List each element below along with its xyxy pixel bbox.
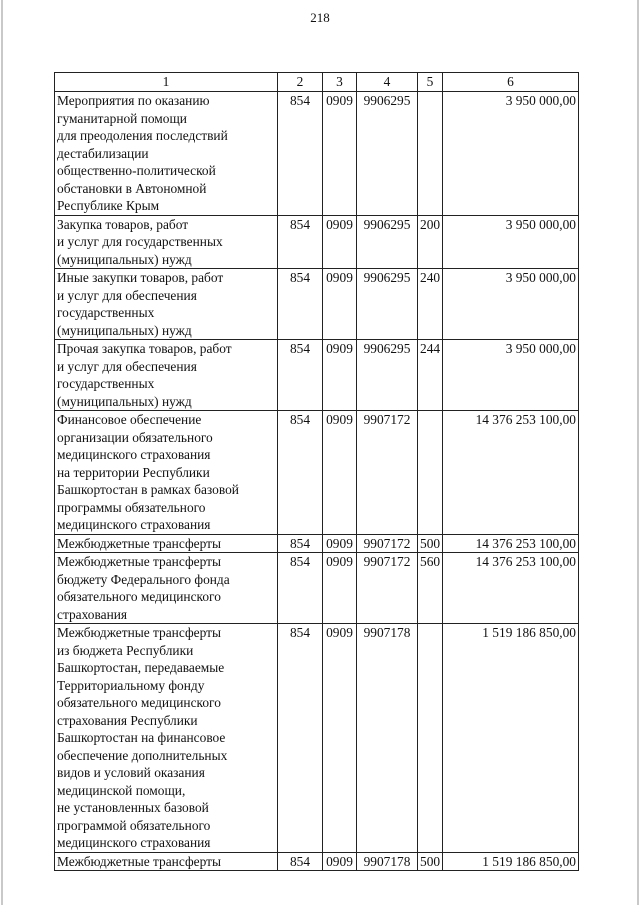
item-name-line: Финансовое обеспечение	[57, 412, 202, 427]
item-name-line: общественно-политической	[57, 163, 216, 178]
ministry-code-cell: 854	[278, 215, 323, 269]
section-code-cell: 0909	[323, 624, 357, 853]
table-row	[55, 624, 579, 853]
amount-cell: 1 519 186 850,00	[443, 624, 579, 853]
item-name-line: Территориальному фонду	[57, 677, 205, 693]
expense-type-cell	[418, 92, 443, 216]
header-col-4: 4	[357, 73, 418, 92]
item-name-line: Башкортостан на финансовое	[57, 730, 226, 745]
header-col-6: 6	[443, 73, 579, 92]
item-name-line: обязательного медицинского	[57, 695, 221, 710]
item-name-line: (муниципальных) нужд	[57, 393, 192, 409]
target-code-cell: 9906295	[357, 269, 418, 340]
header-col-3: 3	[323, 73, 357, 92]
page-number: 218	[310, 10, 330, 25]
ministry-code-cell: 854	[278, 92, 323, 216]
item-name-line: и услуг для государственных	[57, 234, 223, 249]
item-name-line: государственных	[57, 376, 155, 391]
table-row	[55, 92, 579, 216]
expense-type-cell: 244	[418, 340, 443, 411]
item-name-cell	[55, 269, 278, 340]
target-code-cell: 9906295	[357, 340, 418, 411]
table-body	[55, 92, 579, 871]
item-name-line: Иные закупки товаров, работ	[57, 270, 224, 285]
item-name-cell	[55, 411, 278, 535]
expense-type-cell: 560	[418, 553, 443, 624]
section-code-cell: 0909	[323, 553, 357, 624]
item-name-line: гуманитарной помощи	[57, 110, 187, 126]
expense-type-cell: 500	[418, 852, 443, 871]
item-name-line: медицинского страхования	[57, 447, 211, 462]
header-row	[55, 73, 579, 92]
item-name-line: для преодоления последствий	[57, 128, 228, 143]
table-row	[55, 534, 579, 553]
item-name-line: Закупка товаров, работ	[57, 216, 189, 232]
item-name-line: не установленных базовой	[57, 800, 209, 815]
amount-cell: 14 376 253 100,00	[443, 534, 579, 553]
item-name-line: медицинской помощи,	[57, 782, 186, 798]
item-name-line: организации обязательного	[57, 429, 213, 445]
item-name-line: бюджету Федерального фонда	[57, 571, 230, 587]
item-name-cell	[55, 624, 278, 853]
section-code-cell: 0909	[323, 534, 357, 553]
item-name-cell	[55, 534, 278, 553]
header-col-5: 5	[418, 73, 443, 92]
page-left-edge	[1, 0, 3, 905]
item-name-line: Межбюджетные трансферты	[57, 625, 221, 640]
item-name-line: дестабилизации	[57, 145, 149, 161]
target-code-cell: 9907178	[357, 624, 418, 853]
ministry-code-cell: 854	[278, 411, 323, 535]
ministry-code-cell: 854	[278, 534, 323, 553]
item-name-cell	[55, 92, 278, 216]
target-code-cell: 9906295	[357, 215, 418, 269]
amount-cell: 14 376 253 100,00	[443, 553, 579, 624]
table-row	[55, 852, 579, 871]
section-code-cell: 0909	[323, 92, 357, 216]
item-name-line: и услуг для обеспечения	[57, 358, 197, 374]
item-name-line: государственных	[57, 305, 155, 320]
item-name-line: обеспечение дополнительных	[57, 747, 228, 763]
item-name-cell	[55, 215, 278, 269]
item-name-line: Межбюджетные трансферты	[57, 535, 221, 551]
item-name-line: обстановки в Автономной	[57, 180, 207, 196]
item-name-line: Межбюджетные трансферты	[57, 554, 221, 569]
ministry-code-cell: 854	[278, 624, 323, 853]
target-code-cell: 9907172	[357, 534, 418, 553]
table-header	[55, 73, 579, 92]
item-name-line: видов и условий оказания	[57, 765, 205, 780]
item-name-line: на территории Республики	[57, 464, 210, 480]
expense-type-cell: 200	[418, 215, 443, 269]
target-code-cell: 9907172	[357, 411, 418, 535]
item-name-line: и услуг для обеспечения	[57, 287, 197, 303]
ministry-code-cell: 854	[278, 553, 323, 624]
table-row	[55, 340, 579, 411]
table-row	[55, 269, 579, 340]
target-code-cell: 9907178	[357, 852, 418, 871]
item-name-line: Республике Крым	[57, 198, 160, 213]
amount-cell: 1 519 186 850,00	[443, 852, 579, 871]
table-row	[55, 215, 579, 269]
expense-type-cell	[418, 411, 443, 535]
expense-type-cell: 500	[418, 534, 443, 553]
amount-cell: 3 950 000,00	[443, 269, 579, 340]
item-name-line: (муниципальных) нужд	[57, 322, 192, 338]
amount-cell: 3 950 000,00	[443, 340, 579, 411]
ministry-code-cell: 854	[278, 852, 323, 871]
expense-type-cell	[418, 624, 443, 853]
amount-cell: 3 950 000,00	[443, 92, 579, 216]
section-code-cell: 0909	[323, 340, 357, 411]
section-code-cell: 0909	[323, 852, 357, 871]
section-code-cell: 0909	[323, 269, 357, 340]
page-right-edge	[637, 0, 639, 905]
item-name-cell	[55, 852, 278, 871]
expense-type-cell: 240	[418, 269, 443, 340]
item-name-line: Башкортостан в рамках базовой	[57, 482, 239, 497]
item-name-line: Прочая закупка товаров, работ	[57, 341, 232, 356]
item-name-line: Мероприятия по оказанию	[57, 93, 210, 108]
ministry-code-cell: 854	[278, 269, 323, 340]
amount-cell: 3 950 000,00	[443, 215, 579, 269]
item-name-line: медицинского страхования	[57, 835, 211, 850]
item-name-cell	[55, 553, 278, 624]
header-col-1: 1	[55, 73, 278, 92]
item-name-line: Межбюджетные трансферты	[57, 853, 221, 869]
item-name-line: страхования Республики	[57, 712, 198, 728]
header-col-2: 2	[278, 73, 323, 92]
item-name-line: обязательного медицинского	[57, 589, 221, 604]
item-name-line: Башкортостан, передаваемые	[57, 660, 225, 675]
item-name-cell	[55, 340, 278, 411]
item-name-line: программой обязательного	[57, 817, 211, 833]
item-name-line: страхования	[57, 606, 128, 622]
amount-cell: 14 376 253 100,00	[443, 411, 579, 535]
item-name-line: медицинского страхования	[57, 517, 211, 532]
budget-table	[54, 72, 579, 871]
section-code-cell: 0909	[323, 215, 357, 269]
section-code-cell: 0909	[323, 411, 357, 535]
item-name-line: из бюджета Республики	[57, 642, 194, 658]
item-name-line: (муниципальных) нужд	[57, 251, 192, 267]
table-row	[55, 411, 579, 535]
ministry-code-cell: 854	[278, 340, 323, 411]
item-name-line: программы обязательного	[57, 499, 206, 515]
target-code-cell: 9906295	[357, 92, 418, 216]
target-code-cell: 9907172	[357, 553, 418, 624]
table-row	[55, 553, 579, 624]
